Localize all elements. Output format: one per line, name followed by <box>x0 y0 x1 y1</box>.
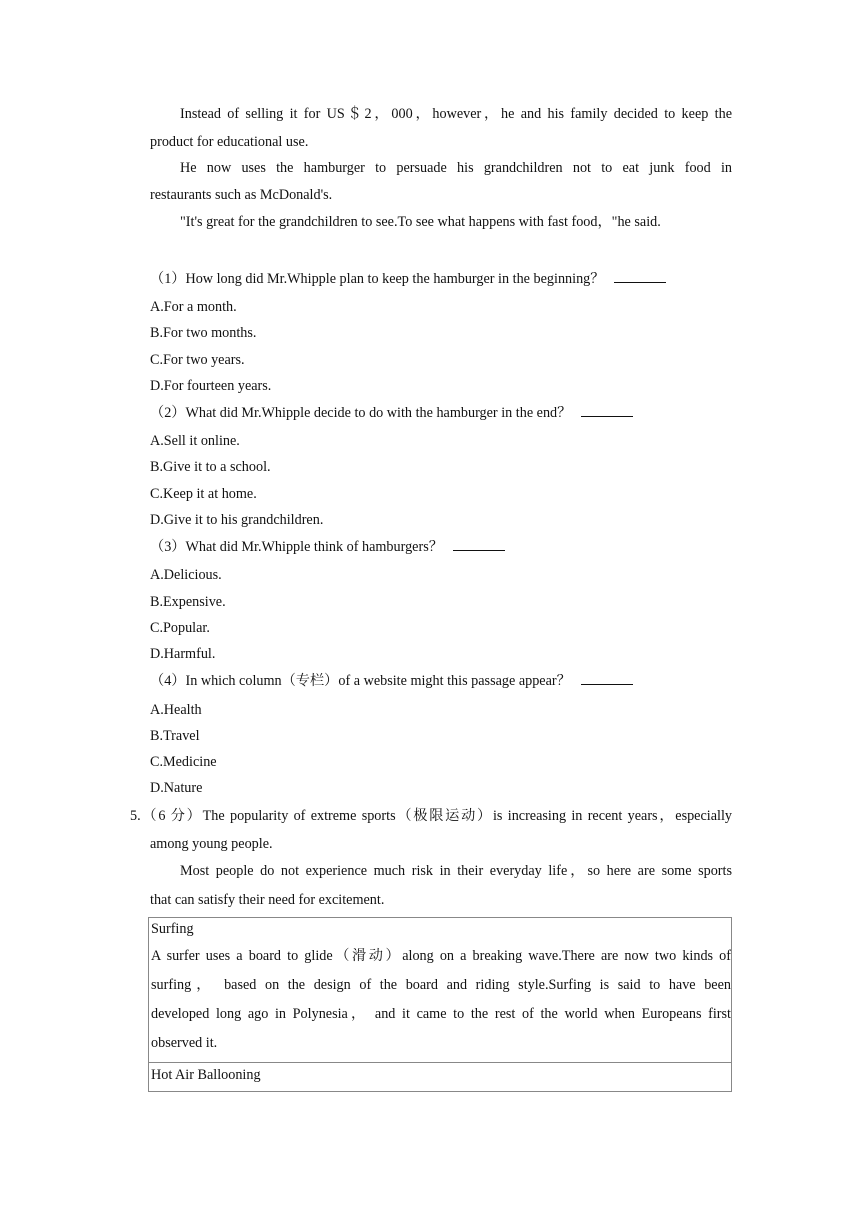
answer-blank[interactable] <box>581 404 633 417</box>
question-stem-text: （4）In which column（专栏）of a website might this passage appear？ <box>150 673 571 689</box>
sports-table <box>148 917 732 1092</box>
question-1-option-b: B.For two months. <box>150 325 257 341</box>
question-4-option-d: D.Nature <box>150 780 203 796</box>
question-3-option-a: A.Delicious. <box>150 567 222 583</box>
question-stem-text: （1）How long did Mr.Whipple plan to keep the hamburger in the beginning？ <box>150 271 605 287</box>
question-4-stem <box>150 671 633 691</box>
question-2-option-a: A.Sell it online. <box>150 433 240 449</box>
passage-paragraph-2-line-2: restaurants such as McDonald's. <box>150 187 333 203</box>
passage-paragraph-2-line-1: He now uses the hamburger to persuade his grandchildren not to eat junk food in <box>180 160 732 176</box>
answer-blank[interactable] <box>614 270 666 283</box>
question-5-intro-line-4: that can satisfy their need for excitement. <box>150 892 385 908</box>
question-1-option-d: D.For fourteen years. <box>150 378 272 394</box>
table-row-divider <box>149 1062 731 1063</box>
question-3-stem <box>150 537 505 557</box>
table-row-surfing-text-line-4: observed it. <box>151 1035 218 1051</box>
question-3-option-b: B.Expensive. <box>150 594 226 610</box>
table-row-hot-air-ballooning-title: Hot Air Ballooning <box>151 1067 261 1083</box>
question-1-stem <box>150 269 666 289</box>
table-row-surfing-title: Surfing <box>151 921 194 937</box>
question-2-option-c: C.Keep it at home. <box>150 486 257 502</box>
question-2-stem <box>150 403 633 423</box>
passage-paragraph-1-line-1: Instead of selling it for US＄2，000，however，he and his family decided to keep the <box>180 106 732 122</box>
question-3-option-d: D.Harmful. <box>150 646 216 662</box>
question-4-option-c: C.Medicine <box>150 754 217 770</box>
passage-paragraph-3-line-1: "It's great for the grandchildren to see.To see what happens with fast food，"he said. <box>180 214 661 230</box>
question-1-option-c: C.For two years. <box>150 352 245 368</box>
question-3-option-c: C.Popular. <box>150 620 210 636</box>
table-row-surfing-text-line-3: developed long ago in Polynesia， and it came to the rest of the world when Europeans first <box>151 1006 731 1022</box>
table-row-surfing-text-line-2: surfing， based on the design of the board and riding style.Surfing is said to have been <box>151 977 731 993</box>
question-2-option-d: D.Give it to his grandchildren. <box>150 512 324 528</box>
question-4-option-b: B.Travel <box>150 728 200 744</box>
question-stem-text: （3）What did Mr.Whipple think of hamburgers？ <box>150 539 443 555</box>
question-4-option-a: A.Health <box>150 702 202 718</box>
question-5-intro-line-3: Most people do not experience much risk in their everyday life，so here are some sports <box>180 863 732 879</box>
answer-blank[interactable] <box>581 672 633 685</box>
question-2-option-b: B.Give it to a school. <box>150 459 271 475</box>
passage-paragraph-1-line-2: product for educational use. <box>150 134 309 150</box>
answer-blank[interactable] <box>453 538 505 551</box>
table-row-surfing-text-line-1: A surfer uses a board to glide（滑动）along on a breaking wave.There are now two kinds of <box>151 948 731 964</box>
question-5-intro-line-2: among young people. <box>150 836 273 852</box>
question-stem-text: （2）What did Mr.Whipple decide to do with the hamburger in the end？ <box>150 405 572 421</box>
question-1-option-a: A.For a month. <box>150 299 237 315</box>
question-5-intro-line-1: 5.（6 分）The popularity of extreme sports（极限运动）is increasing in recent years，especially <box>130 808 732 824</box>
